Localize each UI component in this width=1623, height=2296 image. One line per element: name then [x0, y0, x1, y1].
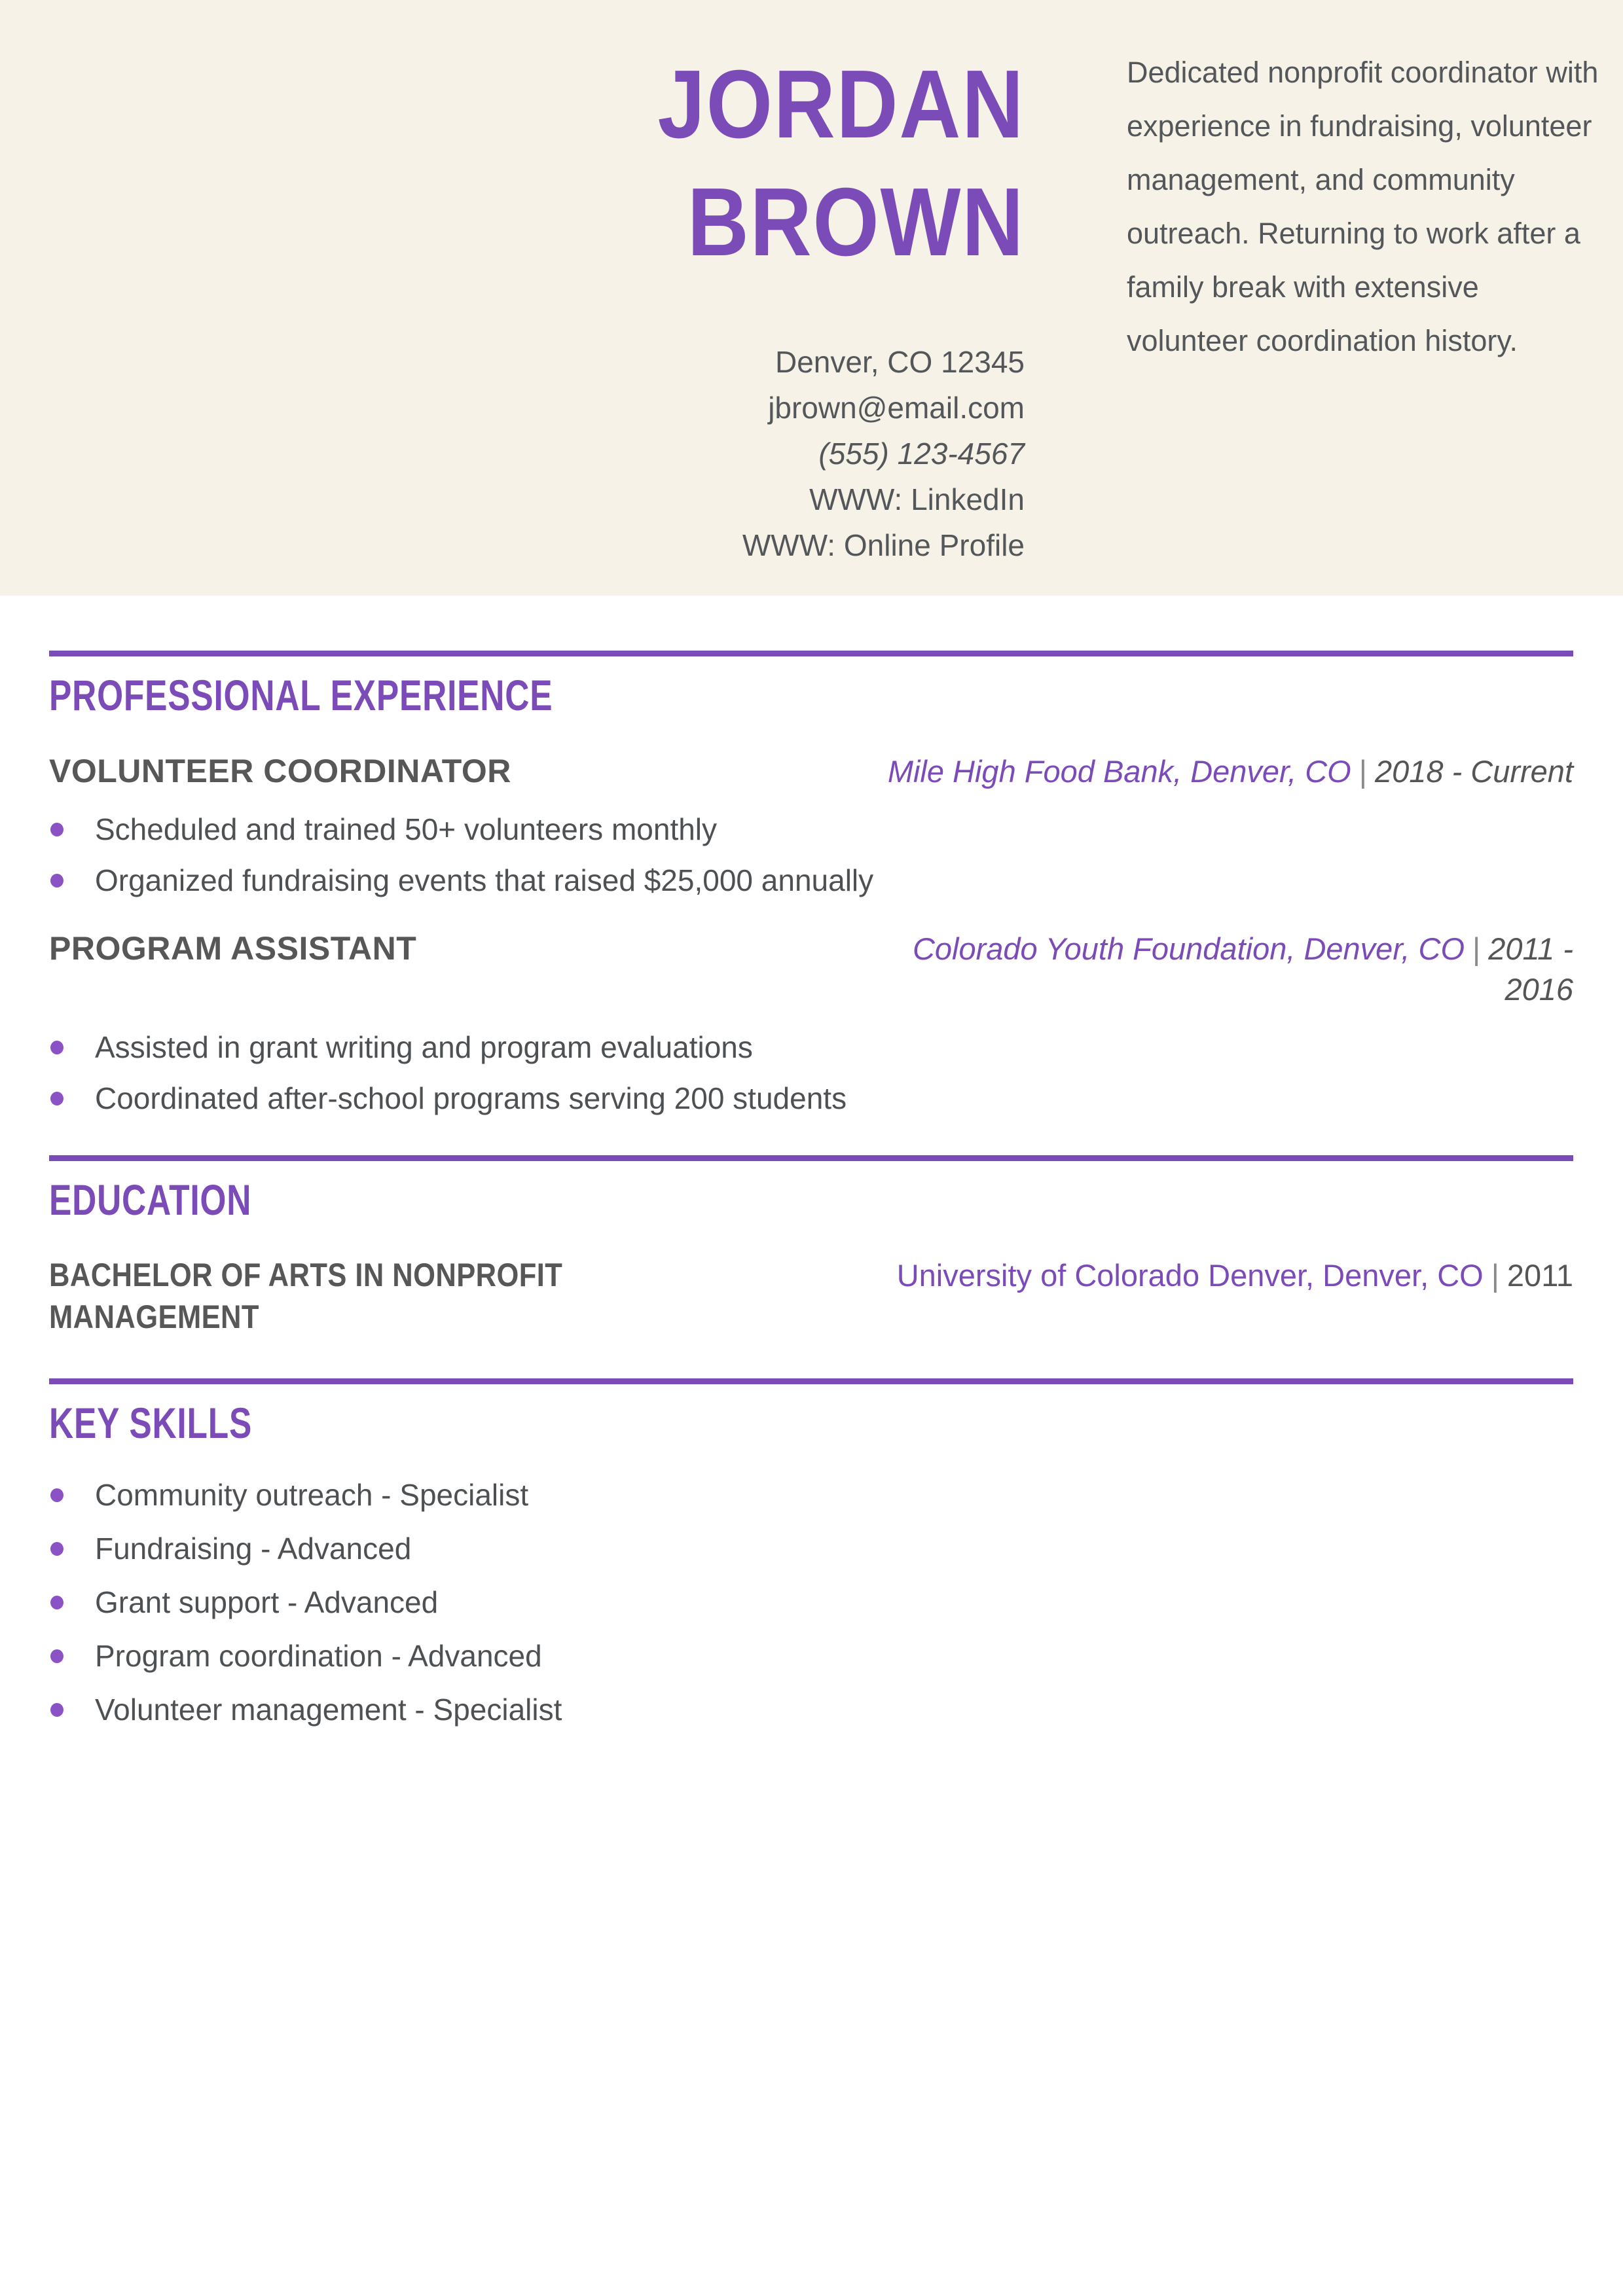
section-divider [49, 1155, 1573, 1161]
section-title-education [49, 1174, 1573, 1225]
pipe-separator: | [1359, 754, 1367, 789]
summary-column [1127, 46, 1601, 596]
list-item [49, 1637, 1573, 1675]
section-title-experience-text: PROFESSIONAL EXPERIENCE [49, 671, 553, 719]
section-divider [49, 1378, 1573, 1384]
list-item [49, 861, 1573, 899]
contact-list [0, 339, 1025, 568]
bullet-text: Organized fundraising events that raised $25,000 annually [95, 863, 874, 897]
list-item [49, 1079, 1573, 1117]
bullet-icon [50, 1092, 64, 1105]
bullet-icon [50, 1703, 64, 1717]
contact-phone: (555) 123-4567 [818, 437, 1025, 471]
degree-title: BACHELOR OF ARTS IN NONPROFIT MANAGEMENT [49, 1257, 563, 1335]
job-title: VOLUNTEER COORDINATOR [49, 753, 511, 789]
bullet-icon [50, 1596, 64, 1609]
skill-text: Grant support - Advanced [95, 1585, 439, 1619]
job-dates: 2011 - 2016 [1488, 931, 1573, 1007]
list-item [49, 1691, 1573, 1729]
section-title-education-text: EDUCATION [49, 1175, 252, 1224]
bullet-icon [50, 823, 64, 836]
education-meta [897, 1255, 1573, 1296]
bullet-text: Assisted in grant writing and program evaluations [95, 1030, 753, 1064]
section-divider [49, 651, 1573, 656]
candidate-last-name: BROWN [687, 168, 1025, 276]
list-item [49, 1583, 1573, 1621]
skill-text: Program coordination - Advanced [95, 1639, 542, 1673]
bullet-icon [50, 1542, 64, 1556]
job-meta [866, 929, 1573, 1010]
bullet-icon [50, 1041, 64, 1054]
contact-email: jbrown@email.com [768, 391, 1025, 425]
section-title-skills-text: KEY SKILLS [49, 1399, 253, 1447]
header-band [0, 0, 1623, 596]
school-name: University of Colorado Denver, Denver, CO [896, 1258, 1484, 1293]
bullet-icon [50, 1649, 64, 1663]
professional-summary: Dedicated nonprofit coordinator with experience in fundraising, volunteer management, and community outreach. Returning to work after a family break with extensive volunteer coordination history. [1127, 56, 1599, 357]
list-item [49, 1028, 1573, 1066]
pipe-separator: | [1472, 931, 1481, 966]
section-title-experience [49, 670, 1573, 721]
skills-list [49, 1476, 1573, 1729]
job-title: PROGRAM ASSISTANT [49, 930, 417, 967]
candidate-name [123, 46, 1025, 281]
resume-body [0, 651, 1623, 1729]
job-header-row [49, 928, 1573, 1010]
job-bullet-list [49, 810, 1573, 899]
job-header-row [49, 751, 1573, 792]
bullet-icon [50, 1488, 64, 1502]
job-meta [888, 751, 1573, 792]
list-item [49, 810, 1573, 848]
job-company: Mile High Food Bank, Denver, CO [887, 754, 1351, 789]
graduation-year: 2011 [1506, 1258, 1573, 1293]
job-company: Colorado Youth Foundation, Denver, CO [912, 931, 1465, 966]
identity-column [0, 46, 1025, 596]
bullet-icon [50, 874, 64, 888]
contact-linkedin: WWW: LinkedIn [809, 482, 1025, 516]
pipe-separator: | [1491, 1258, 1499, 1293]
list-item [49, 1476, 1573, 1514]
section-title-skills [49, 1397, 1573, 1448]
skill-text: Community outreach - Specialist [95, 1478, 529, 1512]
skill-text: Volunteer management - Specialist [95, 1693, 562, 1727]
bullet-text: Scheduled and trained 50+ volunteers monthly [95, 812, 718, 846]
education-row [49, 1254, 1573, 1338]
job-bullet-list [49, 1028, 1573, 1117]
list-item [49, 1530, 1573, 1568]
candidate-first-name: JORDAN [657, 50, 1025, 158]
job-dates: 2018 - Current [1374, 754, 1573, 789]
contact-online-profile: WWW: Online Profile [742, 528, 1025, 562]
skill-text: Fundraising - Advanced [95, 1532, 412, 1566]
bullet-text: Coordinated after-school programs serving 200 students [95, 1081, 847, 1115]
contact-location: Denver, CO 12345 [775, 345, 1025, 379]
